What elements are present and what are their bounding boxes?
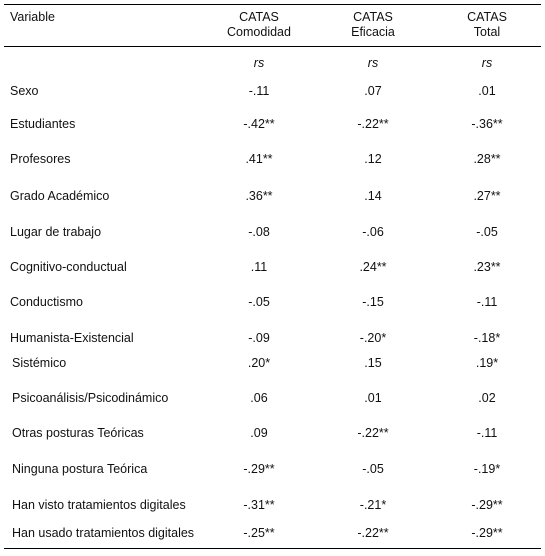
row-label: Estudiantes <box>10 117 76 131</box>
row-value-2: -.22** <box>357 117 389 131</box>
row-value-1: -.31** <box>243 498 275 512</box>
row-value-2: .15 <box>364 356 382 370</box>
row-value-2: -.15 <box>362 295 384 309</box>
row-label: Conductismo <box>10 295 83 309</box>
row-value-3: -.18* <box>473 331 501 345</box>
row-value-3: -.05 <box>476 225 498 239</box>
bottom-rule <box>4 548 541 549</box>
row-value-1: .20* <box>247 356 271 370</box>
row-label: Han visto tratamientos digitales <box>12 498 186 512</box>
row-label: Otras posturas Teóricas <box>12 426 144 440</box>
row-value-1: -.29** <box>243 462 275 476</box>
row-label: Grado Académico <box>10 189 110 203</box>
row-value-3: -.11 <box>476 426 498 440</box>
row-value-1: -.25** <box>243 526 275 540</box>
row-value-3: .23** <box>473 260 501 274</box>
row-value-2: .14 <box>364 189 382 203</box>
row-value-1: -.05 <box>248 295 270 309</box>
row-value-3: .01 <box>478 84 496 98</box>
header-catas-eficacia: CATAS Eficacia <box>351 10 395 39</box>
row-value-2: -.22** <box>357 426 389 440</box>
row-label: Psicoanálisis/Psicodinámico <box>12 391 169 405</box>
row-value-2: .12 <box>364 152 382 166</box>
row-value-1: -.42** <box>243 117 275 131</box>
row-label: Han usado tratamientos digitales <box>12 526 195 540</box>
row-value-3: -.19* <box>473 462 501 476</box>
top-rule <box>4 4 541 5</box>
header-catas-total: CATAS Total <box>467 10 507 39</box>
row-value-3: .27** <box>473 189 501 203</box>
row-value-2: .01 <box>364 391 382 405</box>
row-value-1: -.11 <box>248 84 270 98</box>
row-value-3: .19* <box>475 356 499 370</box>
row-value-2: .07 <box>364 84 382 98</box>
row-value-1: .06 <box>250 391 268 405</box>
row-value-3: -.29** <box>471 498 503 512</box>
row-value-1: .41** <box>245 152 273 166</box>
row-label: Sistémico <box>12 356 67 370</box>
row-label: Humanista-Existencial <box>10 331 134 345</box>
row-value-2: -.05 <box>362 462 384 476</box>
row-label: Profesores <box>10 152 71 166</box>
row-label: Ninguna postura Teórica <box>12 462 148 476</box>
row-value-3: -.29** <box>471 526 503 540</box>
row-value-2: .24** <box>359 260 387 274</box>
row-value-3: .28** <box>473 152 501 166</box>
row-value-1: .36** <box>245 189 273 203</box>
header-rule <box>4 46 541 47</box>
row-value-2: -.22** <box>357 526 389 540</box>
header-variable: Variable <box>10 10 55 24</box>
row-value-1: -.08 <box>248 225 270 239</box>
subheader-rs-1: rs <box>253 56 265 70</box>
row-value-3: .02 <box>478 391 496 405</box>
row-value-2: -.20* <box>359 331 387 345</box>
row-value-3: -.36** <box>471 117 503 131</box>
row-value-1: .09 <box>250 426 268 440</box>
row-label: Cognitivo-conductual <box>10 260 127 274</box>
row-value-2: -.21* <box>359 498 387 512</box>
subheader-rs-3: rs <box>481 56 493 70</box>
row-value-1: .11 <box>250 260 268 274</box>
row-value-1: -.09 <box>248 331 270 345</box>
row-value-2: -.06 <box>362 225 384 239</box>
row-label: Sexo <box>10 84 39 98</box>
header-catas-comodidad: CATAS Comodidad <box>227 10 291 39</box>
row-label: Lugar de trabajo <box>10 225 102 239</box>
row-value-3: -.11 <box>476 295 498 309</box>
subheader-rs-2: rs <box>367 56 379 70</box>
